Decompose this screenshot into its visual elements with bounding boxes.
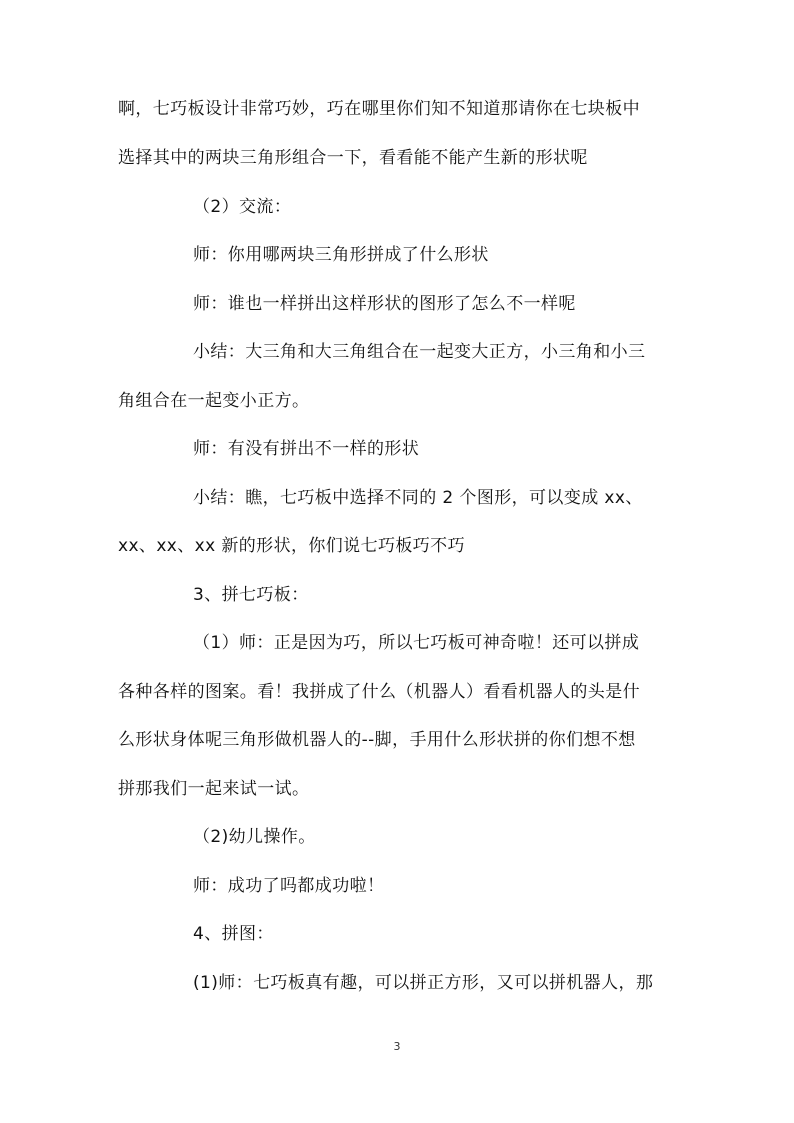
text-line: （2）交流： — [193, 197, 292, 217]
page-number: 3 — [393, 1040, 401, 1053]
text-line: （1）师：正是因为巧，所以七巧板可神奇啦！还可以拼成 — [193, 633, 640, 653]
text-line: 各种各样的图案。看！我拼成了什么（机器人）看看机器人的头是什 — [118, 682, 640, 702]
text-line: 啊，七巧板设计非常巧妙，巧在哪里你们知不知道那请你在七块板中 — [118, 99, 640, 119]
text-line: 角组合在一起变小正方。 — [118, 391, 310, 411]
text-line: 师：谁也一样拼出这样形状的图形了怎么不一样呢 — [193, 294, 576, 314]
text-line: 师：有没有拼出不一样的形状 — [193, 439, 420, 459]
text-line: (1)师：七巧板真有趣，可以拼正方形，又可以拼机器人，那 — [193, 973, 654, 993]
text-line: xx、xx、xx 新的形状，你们说七巧板巧不巧 — [118, 536, 465, 556]
text-line: 小结：瞧，七巧板中选择不同的 2 个图形，可以变成 xx、 — [193, 488, 643, 508]
text-line: 师：成功了吗都成功啦！ — [193, 876, 385, 896]
text-line: 拼那我们一起来试一试。 — [118, 779, 310, 799]
text-line: （2)幼儿操作。 — [193, 827, 316, 847]
text-line: 选择其中的两块三角形组合一下，看看能不能产生新的形状呢 — [118, 148, 588, 168]
text-line: 3、拼七巧板： — [193, 585, 309, 605]
text-line: 师：你用哪两块三角形拼成了什么形状 — [193, 245, 489, 265]
text-line: 4、拼图： — [193, 924, 274, 944]
text-line: 小结：大三角和大三角组合在一起变大正方，小三角和小三 — [193, 342, 646, 362]
text-line: 么形状身体呢三角形做机器人的--脚，手用什么形状拼的你们想不想 — [118, 730, 636, 750]
